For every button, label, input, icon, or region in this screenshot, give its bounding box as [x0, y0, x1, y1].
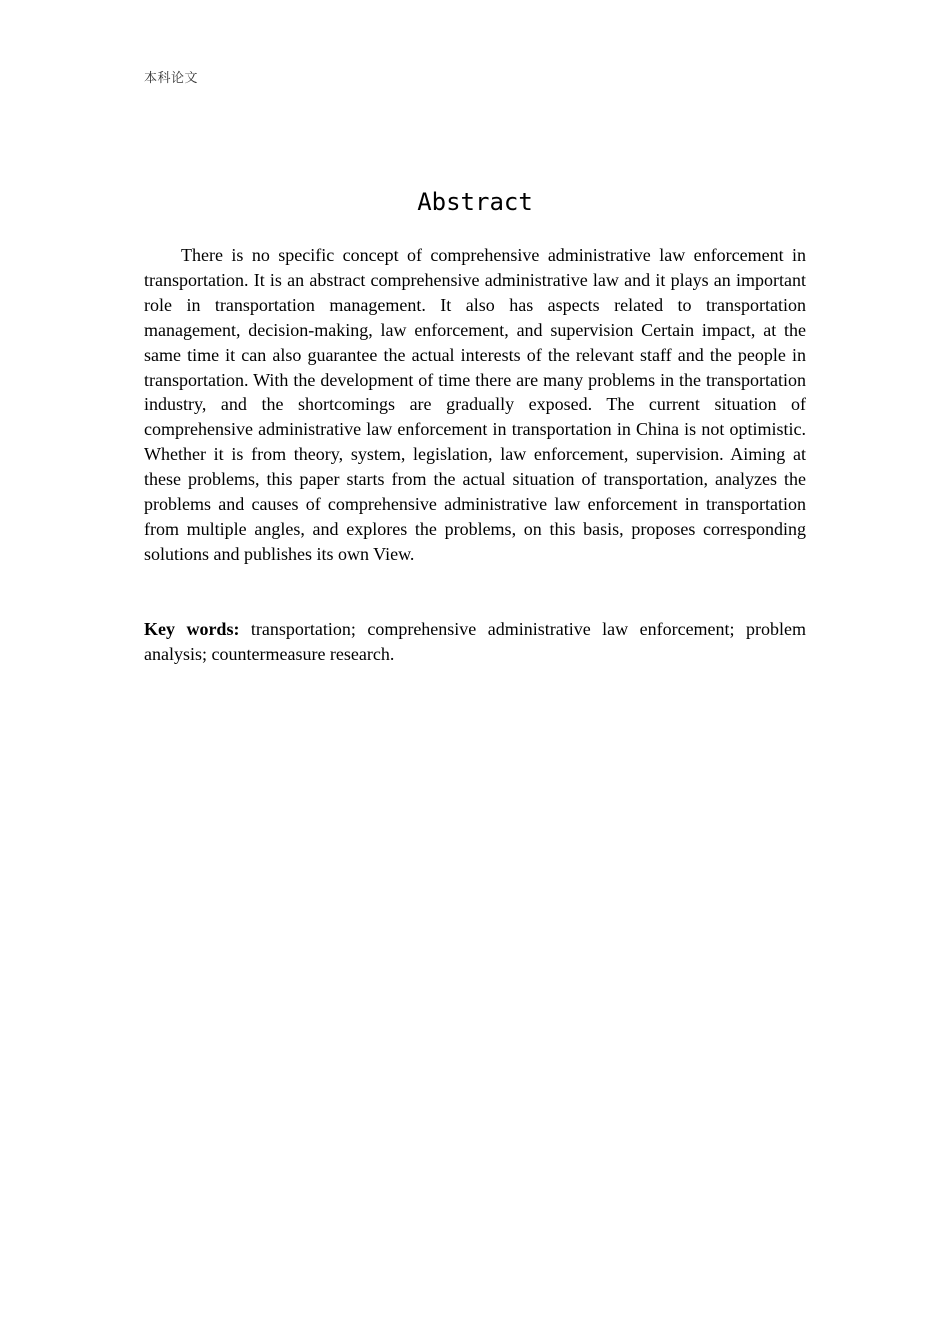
keywords-label: Key words: — [144, 619, 240, 639]
running-header: 本科论文 — [144, 71, 199, 86]
abstract-title: Abstract — [417, 188, 533, 216]
keywords-paragraph — [144, 617, 806, 667]
abstract-body: There is no specific concept of comprehensive administrative law enforcement in transportation. It is an abstract comprehensive administrative law and it plays an important role in transportation management. It also has aspects related to transportation management, decision-making, law enforcement, and supervision Certain impact, at the same time it can also guarantee the actual interests of the relevant staff and the people in transportation. With the development of time there are many problems in the transportation industry, and the shortcomings are gradually exposed. The current situation of comprehensive administrative law enforcement in transportation in China is not optimistic. Whether it is from theory, system, legislation, law enforcement, supervision. Aiming at these problems, this paper starts from the actual situation of transportation, analyzes the problems and causes of comprehensive administrative law enforcement in transportation from multiple angles, and explores the problems, on this basis, proposes corresponding solutions and publishes its own View. — [144, 245, 806, 564]
keywords-text: transportation; comprehensive administrative law enforcement; problem analysis; countermeasure research. — [144, 619, 806, 664]
